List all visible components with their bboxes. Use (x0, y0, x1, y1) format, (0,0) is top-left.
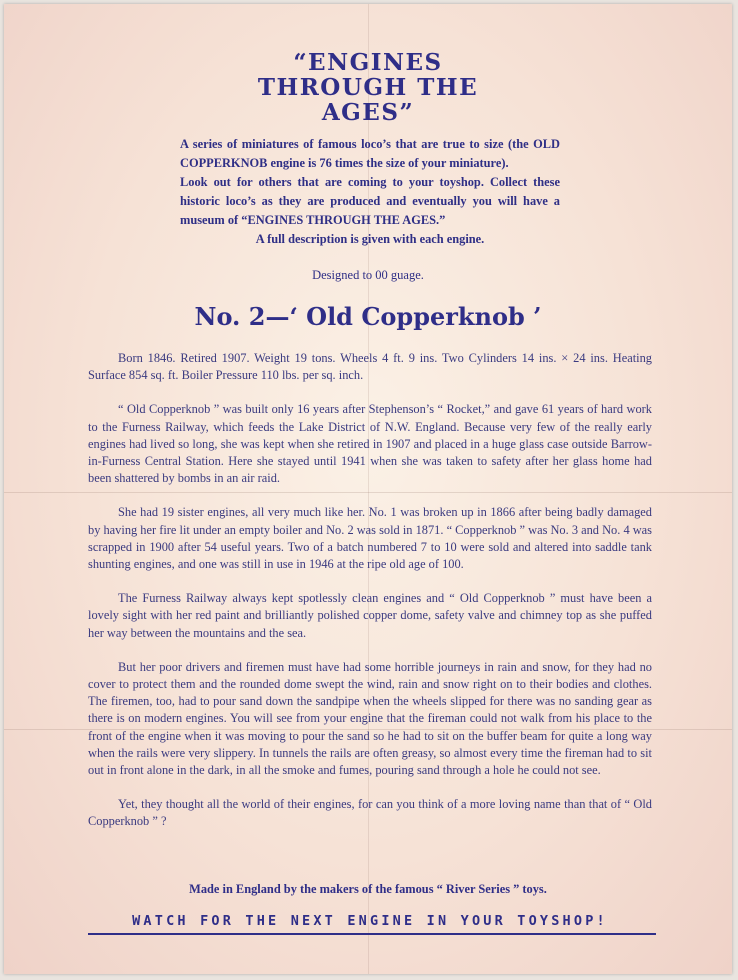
leaflet-title (4, 50, 732, 125)
leaflet-sheet (4, 4, 732, 974)
watch-footer: WATCH FOR THE NEXT ENGINE IN YOUR TOYSHOP! (132, 913, 608, 929)
body-paragraph: The Furness Railway always kept spotlessly clean engines and “ Old Copperknob ” must have been a lovely sight with her red paint and brilliantly polished copper dome, safety valve and chimney top as she puffed her way between the mountains and the sea. (88, 591, 652, 640)
footer-underline (88, 933, 656, 935)
engine-heading: No. 2—‘ Old Copperknob ’ (194, 302, 542, 331)
body-paragraph: She had 19 sister engines, all very much like her. No. 1 was broken up in 1866 after being badly damaged by having her fire lit under an empty boiler and No. 2 was sold in 1871. “ Copperknob ” was No. 3 and No. 4 was scrapped in 1900 after 54 useful years. Two of a batch numbered 7 to 10 were sold and altered into saddle tank shunting engines, and one was still in use in 1946 at the ripe old age of 100. (88, 505, 653, 572)
body-paragraph: But her poor drivers and firemen must have had some horrible journeys in rain and snow, for they had no cover to protect them and the rounded dome swept the wind, rain and snow right on to their bodies and clothes. The firemen, too, had to pour sand down the sandpipe when the wheels slipped for there was no sanding gear as there is on modern engines. You will see from your engine that the fireman could not walk from his place to the front of the engine when it was moving to pour the sand so he had to sit on the buffer beam for quite a long way when the rails were very slippery. In tunnels the rails are often greasy, so almost every time the fireman had to sit out in front alone in the dark, in all the smoke and fumes, pouring sand through a hole he could not see. (88, 659, 652, 778)
body-paragraph: “ Old Copperknob ” was built only 16 years after Stephenson’s “ Rocket,” and gave 61 years of hard work to the Furness Railway, which feeds the Lake District of N.W. England. Because very few of the really early engines had lived so long, she was kept when she retired in 1907 and placed in a huge glass case outside Barrow-in-Furness Central Station. Here she stayed until 1941 when she was taken to safety after her glass home had been shattered by bombs in an air raid. (88, 402, 652, 486)
title-line: THROUGH THE (257, 74, 479, 101)
intro-text: A series of miniatures of famous loco’s that are true to size (the OLD COPPERKNOB engine is 76 times the size of your miniature). (180, 137, 560, 170)
made-in-england-note: Made in England by the makers of the famous “ River Series ” toys. (189, 882, 547, 896)
title-line: AGES” (321, 99, 415, 126)
intro-text: Look out for others that are coming to your toyshop. Collect these historic loco’s as they are produced and eventually you will have a museum of “ENGINES THROUGH THE AGES.” (180, 175, 560, 227)
intro-block (180, 135, 560, 249)
gauge-note: Designed to 00 guage. (312, 268, 424, 282)
intro-text: A full description is given with each engine. (255, 232, 485, 246)
body-paragraph: Born 1846. Retired 1907. Weight 19 tons. Wheels 4 ft. 9 ins. Two Cylinders 14 ins. × 24 ins. Heating Surface 854 sq. ft. Boiler Pressure 110 lbs. per sq. inch. (88, 351, 652, 383)
body-paragraph: Yet, they thought all the world of their engines, for can you think of a more loving name than that of “ Old Copperknob ” ? (88, 797, 652, 829)
body-text (88, 350, 652, 848)
title-line: “ENGINES (293, 49, 443, 76)
